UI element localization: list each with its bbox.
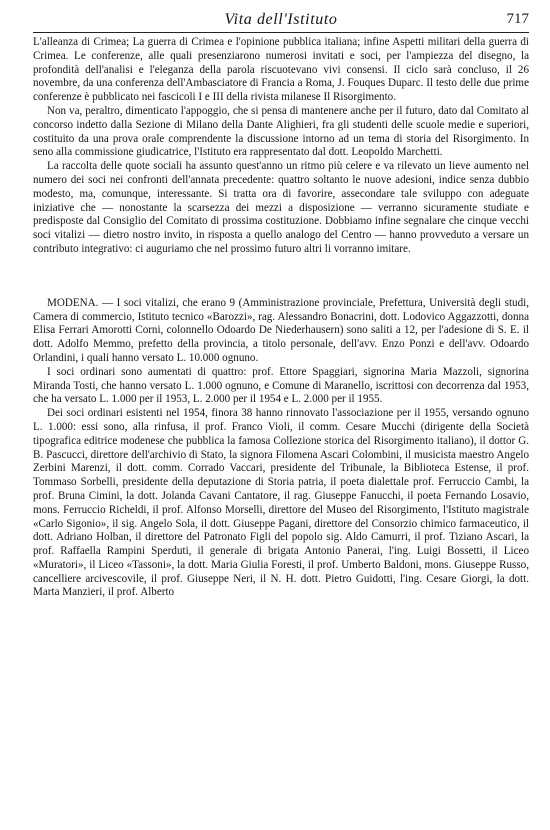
header-rule xyxy=(33,32,529,33)
body-text xyxy=(33,36,529,600)
paragraph-dante-competition: Non va, peraltro, dimenticato l'appoggio, che si pensa di mantenere anche per il futuro, dato dal Comitato al concorso indetto dalla Sezione di Milano della Dante Alighieri, fra gli studenti delle scuole medie e superiori, costituito da una prova orale comprendente la discussione intorno ad un tema di storia del Risorgimento. In seno alla commissione giudicatrice, l'Istituto era rappresentato dal dott. Leopoldo Marchetti. xyxy=(33,104,529,159)
section-gap xyxy=(33,257,529,297)
page-header xyxy=(33,0,529,36)
page-number: 717 xyxy=(506,11,529,27)
paragraph-modena-renewals: Dei soci ordinari esistenti nel 1954, finora 38 hanno rinnovato l'associazione per il 1955, versando ognuno L. 1.000: essi sono, alla rinfusa, il prof. Franco Violi, il comm. Cesare Mucchi (dirigente della Società tipografica editrice modenese che pubblica la famosa Collezione storica del Risorgimento italiano), il dottor G. B. Pascucci, direttore dell'archivio di Stato, la signora Filomena Ascari Colombini, il musicista maestro Angelo Zerbini Marenzi, il dott. comm. Corrado Vaccari, presidente del Tribunale, la Biblioteca Estense, il prof. Tommaso Sorbelli, presidente della deputazione di Storia patria, il poeta dialettale prof. Ferruccio Cambi, la prof. Bruna Cimini, la dott. Jolanda Cavani Cantatore, il rag. Giuseppe Fanucchi, il poeta Fernando Losavio, mons. Ferruccio Richeldi, il prof. Alfonso Morselli, direttore del Museo del Risorgimento, l'Istituto magistrale «Carlo Sigonio», il sig. Angelo Sola, il dott. Giuseppe Pagani, direttore del Consorzio chimico farmaceutico, il dott. Adriano Holban, il direttore del Patronato Figli del popolo sig. Aldo Camurri, il prof. Tiziano Ascari, la prof. Raffaella Rampini Sperduti, il generale di brigata Antonio Panerai, l'ing. Luigi Bossetti, il Liceo «Muratori», il Liceo «Tassoni», la dott. Maria Giulia Foresti, il prof. Umberto Baldoni, mons. Giuseppe Russo, cancelliere arcivescovile, il prof. Giuseppe Neri, il N. H. dott. Pietro Guidotti, l'ing. Cesare Giorgi, la dott. Marta Manzieri, il prof. Alberto xyxy=(33,407,529,599)
paragraph-crimea-lectures: L'alleanza di Crimea; La guerra di Crimea e l'opinione pubblica italiana; infine Aspetti militari della guerra di Crimea. Le conferenze, alle quali presenziarono numerosi invitati e soci, per l'ampiezza del disegno, la profondità dell'analisi e l'eleganza della parola riscuotevano vivi consensi. Il ciclo sarà concluso, il 26 novembre, da una conferenza dell'Ambasciatore di Francia a Roma, J. Fouques Duparc. Il testo delle due prime conferenze è pubblicato nei fascicoli I e III della rivista milanese Il Risorgimento. xyxy=(33,36,529,104)
running-title: Vita dell'Istituto xyxy=(224,11,338,28)
paragraph-modena-life-members: MODENA. — I soci vitalizi, che erano 9 (Amministrazione provinciale, Prefettura, Università degli studi, Camera di commercio, Istituto tecnico «Barozzi», rag. Alessandro Bonacrini, dott. Lodovico Aggazzotti, donna Elisa Ferrari Amorotti Corni, colonnello Odoardo De Niederhausern) sono saliti a 12, per l'adesione di S. E. il dott. Adolfo Memmo, prefetto della provincia, a titolo personale, dell'avv. Enzo Ponzi e dell'avv. Odoardo Orlandini, i quali hanno versato L. 10.000 ognuno. xyxy=(33,296,529,364)
paragraph-modena-new-members: I soci ordinari sono aumentati di quattro: prof. Ettore Spaggiari, signorina Maria Mazzoli, signorina Miranda Tosti, che hanno versato L. 1.000 ognuno, e Comune di Maranello, iscrittosi con decorrenza dal 1953, che ha versato L. 1.000 per il 1953, L. 2.000 per il 1954 e L. 2.000 per il 1955. xyxy=(33,365,529,406)
paragraph-membership-fees: La raccolta delle quote sociali ha assunto quest'anno un ritmo più celere e va rilevato un lieve aumento nel numero dei soci nei confronti dell'annata precedente: quattro soltanto le nuove adesioni, indice senza dubbio modesto, ma, comunque, interessante. Si tratta ora di favorire, assecondare tale sviluppo con adeguate iniziative che — nonostante la scarsezza dei mezzi a disposizione — verranno sicuramente studiate e predisposte dal Consiglio del Comitato di prossima costituzione. Dobbiamo infine segnalare che cinque vecchi soci vitalizi — dietro nostro invito, in risposta a quello analogo del Centro — hanno provveduto a versare un contributo integrativo: ci auguriamo che nel prossimo futuro altri li vorranno imitare. xyxy=(33,160,529,255)
